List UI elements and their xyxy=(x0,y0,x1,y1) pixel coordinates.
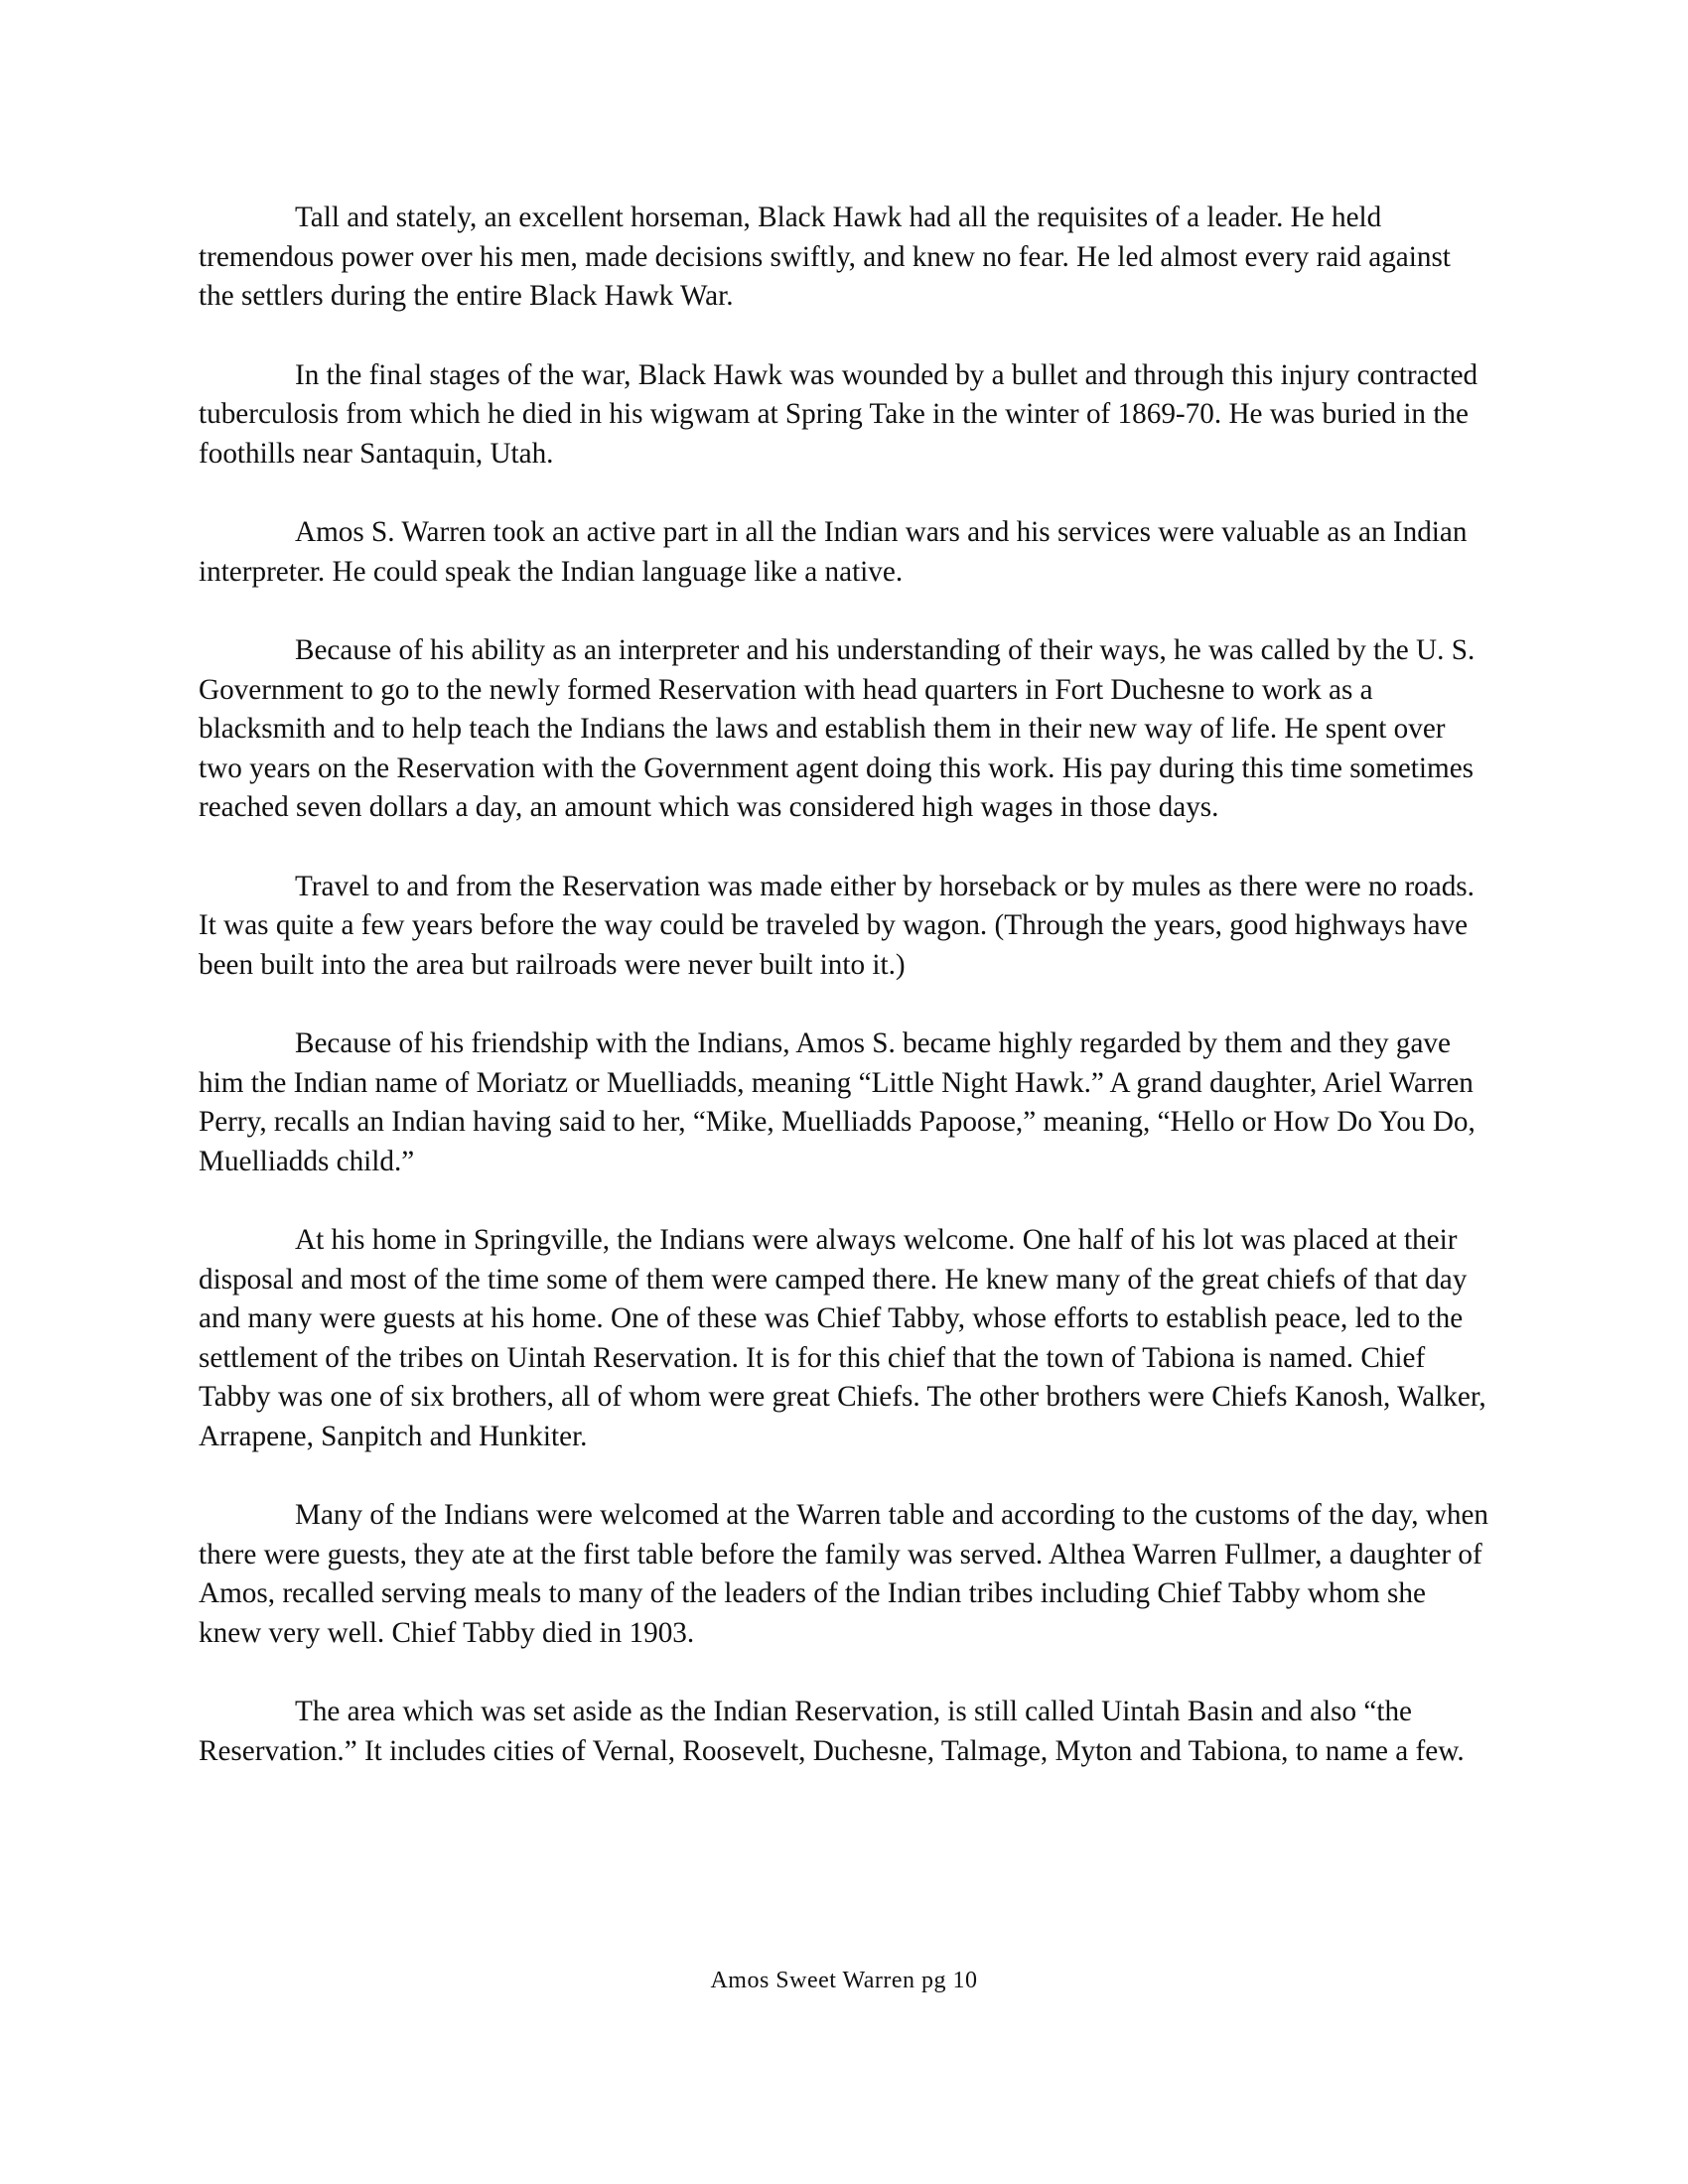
paragraph-indian-name: Because of his friendship with the Indians, Amos S. became highly regarded by them and they gave him the Indian name of Moriatz or Muelliadds, meaning “Little Night Hawk.” A grand daughter, Ariel Warren Perry, recalls an Indian having said to her, “Mike, Muelliadds Papoose,” meaning, “Hello or How Do You Do, Muelliadds child.” xyxy=(199,1027,1476,1177)
paragraph-uintah-basin: The area which was set aside as the Indian Reservation, is still called Uintah Basin and also “the Reservation.” It includes cities of Vernal, Roosevelt, Duchesne, Talmage, Myton and Tabiona, to name a few. xyxy=(199,1696,1465,1767)
document-body xyxy=(199,199,1489,1811)
paragraph-black-hawk-leader: Tall and stately, an excellent horseman, Black Hawk had all the requisites of a leader. He held tremendous power over his men, made decisions swiftly, and knew no fear. He led almost every raid against the settlers during the entire Black Hawk War. xyxy=(199,202,1451,312)
paragraph-interpreter: Amos S. Warren took an active part in all the Indian wars and his services were valuable as an Indian interpreter. He could speak the Indian language like a native. xyxy=(199,516,1468,588)
paragraph-warren-table: Many of the Indians were welcomed at the Warren table and according to the customs of the day, when there were guests, they ate at the first table before the family was served. Althea Warren Fullmer, a daughter of Amos, recalled serving meals to many of the leaders of the Indian tribes including Chief Tabby whom she knew very well. Chief Tabby died in 1903. xyxy=(199,1499,1489,1649)
paragraph-reservation-work: Because of his ability as an interpreter and his understanding of their ways, he was called by the U. S. Government to go to the newly formed Reservation with head quarters in Fort Duchesne to work as a blacksmith and to help teach the Indians the laws and establish them in their new way of life. He spent over two years on the Reservation with the Government agent doing this work. His pay during this time sometimes reached seven dollars a day, an amount which was considered high wages in those days. xyxy=(199,634,1476,823)
paragraph-black-hawk-death: In the final stages of the war, Black Hawk was wounded by a bullet and through this injury contracted tuberculosis from which he died in his wigwam at Spring Take in the winter of 1869-70. He was buried in the foothills near Santaquin, Utah. xyxy=(199,358,1478,470)
paragraph-springville-home: At his home in Springville, the Indians were always welcome. One half of his lot was placed at their disposal and most of the time some of them were camped there. He knew many of the great chiefs of that day and many were guests at his home. One of these was Chief Tabby, whose efforts to establish peace, led to the settlement of the tribes on Uintah Reservation. It is for this chief that the town of Tabiona is named. Chief Tabby was one of six brothers, all of whom were great Chiefs. The other brothers were Chiefs Kanosh, Walker, Arrapene, Sanpitch and Hunkiter. xyxy=(199,1224,1486,1452)
paragraph-travel: Travel to and from the Reservation was made either by horseback or by mules as there were no roads. It was quite a few years before the way could be traveled by wagon. (Through the years, good highways have been built into the area but railroads were never built into it.) xyxy=(199,870,1475,981)
page-footer: Amos Sweet Warren pg 10 xyxy=(710,1968,978,1993)
